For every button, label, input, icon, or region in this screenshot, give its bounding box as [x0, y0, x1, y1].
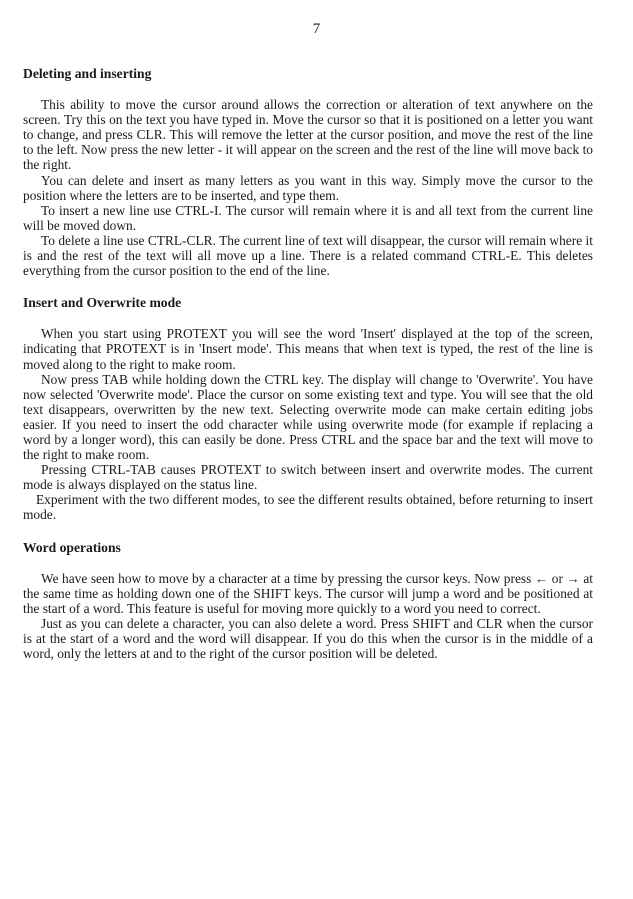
section-heading: Word operations [23, 539, 121, 555]
paragraph: Now press TAB while holding down the CTRL key. The display will change to 'Overwrite'. You have now selected 'Overwrite mode'. Place the cursor on some existing text and type. You will see that the old text disappears, overwritten by the new text. Selecting overwrite mode can make certain editing jobs easier. If you need to insert the odd character while using overwrite mode (for example if replacing a word by a longer word), this can easily be done. Press CTRL and the space bar and the text will move to the right to make room. [23, 371, 593, 463]
paragraph: This ability to move the cursor around allows the correction or alteration of text anywhere on the screen. Try this on the text you have typed in. Move the cursor so that it is positioned on a letter you want to change, and press CLR. This will remove the letter at the cursor position, and move the rest of the line to the left. Now press the new letter - it will appear on the screen and the rest of the line will move back to the right. [23, 97, 593, 173]
paragraph: Experiment with the two different modes, to see the different results obtained, before returning to insert mode. [23, 492, 593, 523]
paragraph: We have seen how to move by a character at a time by pressing the cursor keys. Now press ← or → at the same time as holding down one of the SHIFT keys. The cursor will jump a word and be positioned at the start of a word. This feature is useful for moving more quickly to a word you need to correct. [23, 570, 593, 616]
paragraph: Just as you can delete a character, you can also delete a word. Press SHIFT and CLR when the cursor is at the start of a word and the word will disappear. If you do this when the cursor is in the middle of a word, only the letters at and to the right of the cursor position will be deleted. [23, 615, 593, 662]
section-insert-overwrite-mode [23, 295, 593, 522]
section-heading: Insert and Overwrite mode [23, 295, 182, 311]
page-number: 7 [312, 21, 321, 37]
paragraph: When you start using PROTEXT you will see the word 'Insert' displayed at the top of the screen, indicating that PROTEXT is in 'Insert mode'. This means that when text is typed, the rest of the line is moved along to the right to make room. [23, 326, 593, 372]
section-deleting-inserting [23, 66, 593, 278]
document-body [23, 66, 593, 661]
paragraph: To delete a line use CTRL-CLR. The current line of text will disappear, the cursor will remain where it is and the rest of the text will all move up a line. There is a related command CTRL-E. This deletes everything from the cursor position to the end of the line. [23, 232, 593, 279]
paragraph: You can delete and insert as many letters as you want in this way. Simply move the cursor to the position where the letters are to be inserted, and type them. [23, 172, 593, 203]
section-heading: Deleting and inserting [23, 66, 152, 81]
section-word-operations [23, 540, 593, 662]
paragraph: To insert a new line use CTRL-I. The cursor will remain where it is and all text from the current line will be moved down. [23, 202, 593, 233]
paragraph: Pressing CTRL-TAB causes PROTEXT to switch between insert and overwrite modes. The current mode is always displayed on the status line. [23, 462, 593, 493]
